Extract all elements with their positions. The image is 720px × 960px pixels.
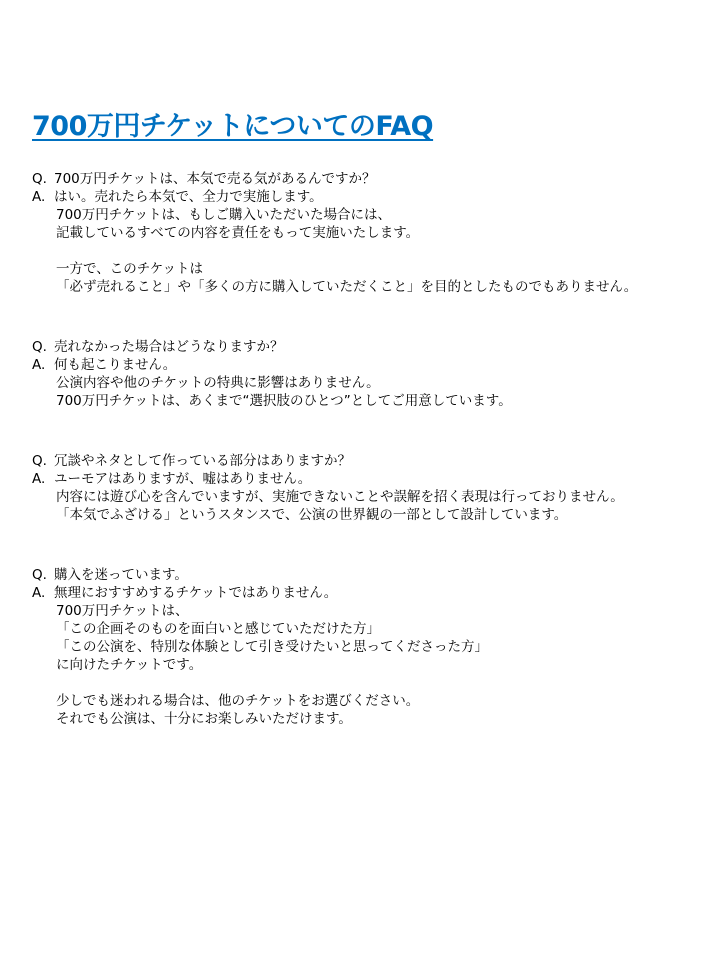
answer-continuation: 700万円チケットは、もしご購入いただいた場合には、 [56, 207, 392, 223]
answer-text: 何も起こりません。 [54, 357, 177, 373]
answer-prefix: A. [32, 471, 46, 487]
question-prefix: Q. [32, 339, 47, 355]
answer-line [32, 584, 712, 602]
answer-continuation: 内容には遊び心を含んでいますが、実施できないことや誤解を招く表現は行っておりません。 [56, 489, 624, 505]
answer-prefix: A. [32, 357, 46, 373]
answer-blank-line [32, 674, 712, 692]
question-line [32, 452, 712, 470]
question-prefix: Q. [32, 171, 47, 187]
faq-item [32, 566, 712, 728]
answer-text: ユーモアはありますが、嘘はありません。 [54, 471, 312, 487]
answer-prefix: A. [32, 189, 46, 205]
answer-continuation: 700万円チケットは、 [56, 603, 189, 619]
question-text: 冗談やネタとして作っている部分はありますか？ [54, 453, 351, 469]
answer-blank-line [32, 242, 712, 260]
answer-text: はい。売れたら本気で、全力で実施します。 [54, 189, 323, 205]
answer-continuation: 記載しているすべての内容を責任をもって実施いたします。 [56, 225, 420, 241]
question-line [32, 338, 712, 356]
answer-continuation: 少しでも迷われる場合は、他のチケットをお選びください。 [56, 693, 420, 709]
answer-line [32, 356, 712, 374]
answer-line [32, 188, 712, 206]
answer-text: 無理におすすめするチケットではありません。 [54, 585, 338, 601]
question-line [32, 170, 712, 188]
answer-continuation: 一方で、このチケットは [56, 261, 204, 277]
answer-continuation: に向けたチケットです。 [56, 657, 203, 673]
question-prefix: Q. [32, 453, 47, 469]
faq-item [32, 170, 712, 296]
page-title: 700万円チケットについてのFAQ [32, 111, 434, 142]
faq-item [32, 338, 712, 410]
question-text: 売れなかった場合はどうなりますか？ [54, 339, 284, 355]
question-text: 700万円チケットは、本気で売る気があるんですか？ [54, 171, 376, 187]
faq-list [32, 170, 712, 728]
question-prefix: Q. [32, 567, 47, 583]
answer-continuation: 「必ず売れること」や「多くの方に購入していただくこと」を目的としたものでもありません。 [56, 279, 638, 295]
answer-prefix: A. [32, 585, 46, 601]
answer-continuation: 「この企画そのものを面白いと感じていただけた方」 [56, 621, 380, 637]
answer-continuation: 「本気でふざける」というスタンスで、公演の世界観の一部として設計しています。 [56, 507, 568, 523]
question-line [32, 566, 712, 584]
answer-line [32, 470, 712, 488]
faq-item [32, 452, 712, 524]
question-text: 購入を迷っています。 [54, 567, 188, 583]
answer-continuation: それでも公演は、十分にお楽しみいただけます。 [56, 711, 352, 727]
answer-continuation: 「この公演を、特別な体験として引き受けたいと思ってくださった方」 [56, 639, 488, 655]
answer-continuation: 公演内容や他のチケットの特典に影響はありません。 [56, 375, 380, 391]
answer-continuation: 700万円チケットは、あくまで“選択肢のひとつ”としてご用意しています。 [56, 393, 512, 409]
